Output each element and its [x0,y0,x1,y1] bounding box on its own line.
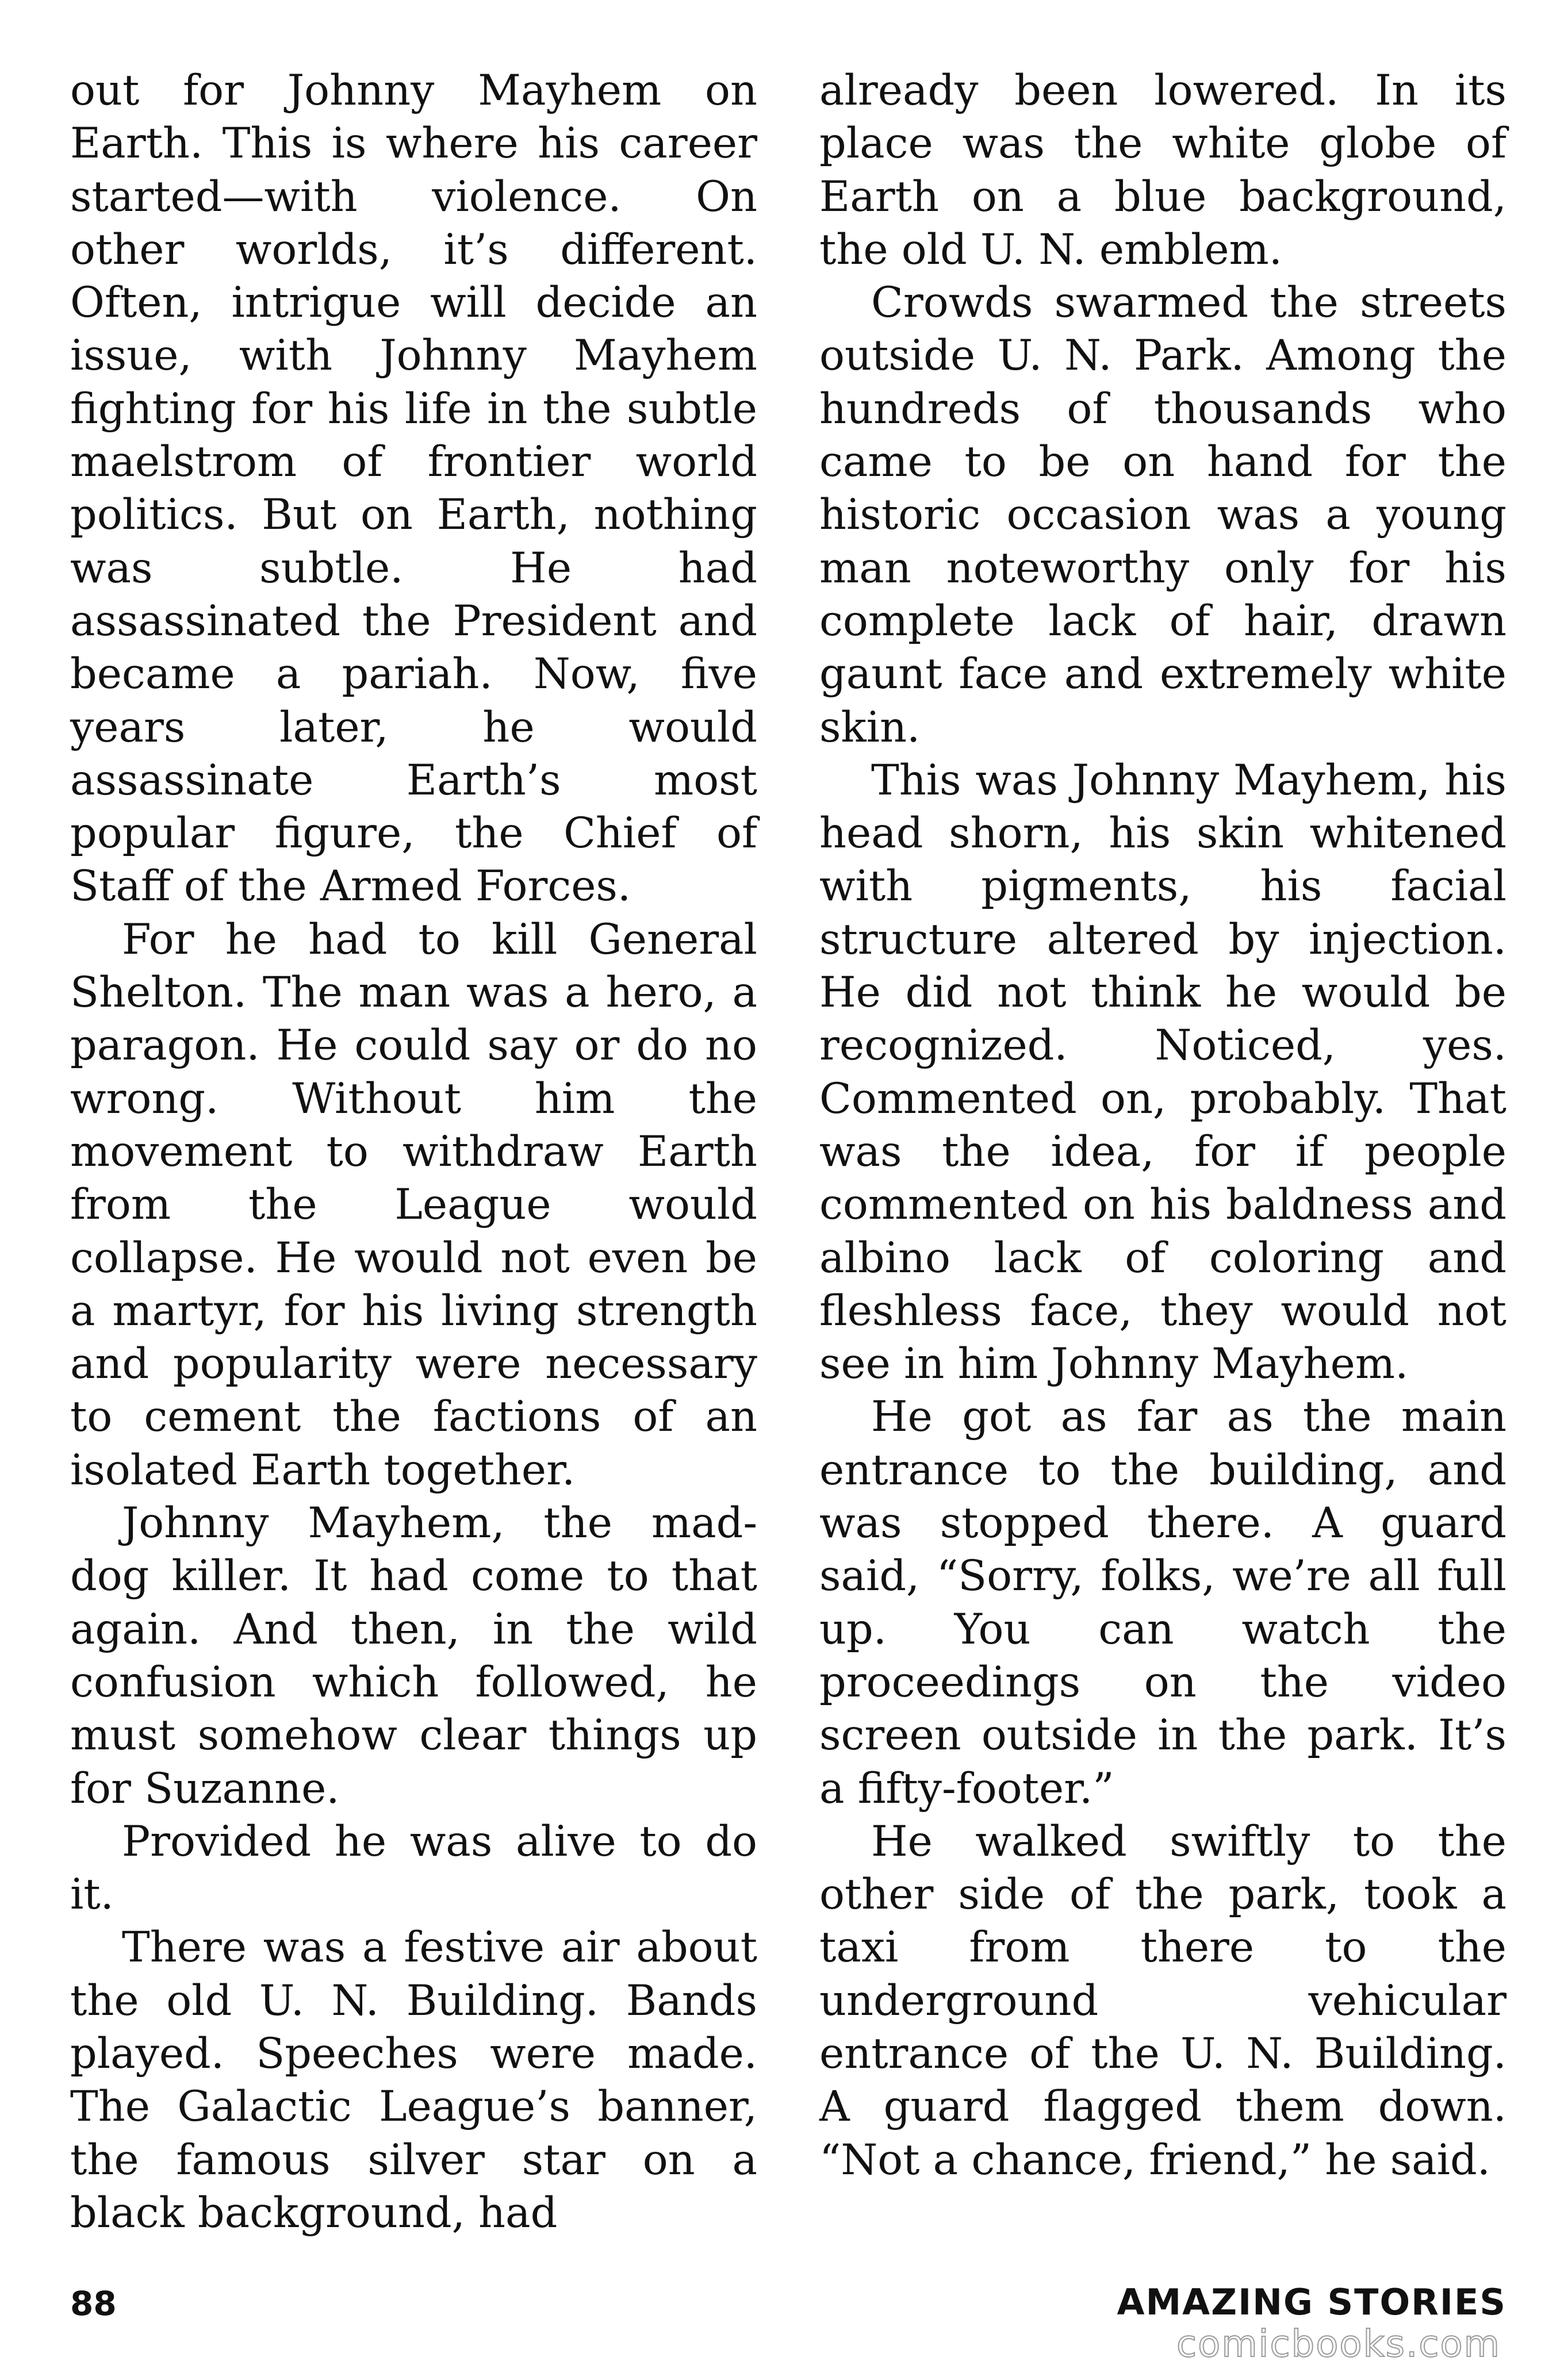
left-column [70,64,757,2240]
watermark: comicbooks.com [1176,2323,1501,2366]
paragraph: He got as far as the main entrance to the building, and was stopped there. A guard said, “Sorry, folks, we’re all full up. You can watch the proceedings on the video screen outside in the park. It’s a fifty-footer.” [819,1392,1506,1813]
paragraph: This was Johnny Mayhem, his head shorn, his skin whitened with pigments, his facial structure altered by injection. He did not think he would be recognized. Noticed, yes. Commented on, probably. That was the idea, for if people commented on his baldness and albino lack of coloring and fleshless face, they would not see in him Johnny Mayhem. [819,755,1506,1389]
page-number: 88 [70,2284,117,2323]
paragraph: There was a festive air about the old U. N. Building. Bands played. Speeches were made. The Galactic League’s banner, the famous silver star on a black background, had [70,1923,757,2237]
paragraph: out for Johnny Mayhem on Earth. This is where his career started—with violence. On other worlds, it’s different. Often, intrigue will decide an issue, with Johnny Mayhem fighting for his life in the subtle maelstrom of frontier world politics. But on Earth, nothing was subtle. He had assassinated the President and became a pariah. Now, five years later, he would assassinate Earth’s most popular figure, the Chief of Staff of the Armed Forces. [70,66,757,911]
paragraph: Johnny Mayhem, the mad-dog killer. It had come to that again. And then, in the wild confusion which followed, he must somehow clear things up for Suzanne. [70,1499,757,1813]
paragraph: already been lowered. In its place was the white globe of Earth on a blue background, the old U. N. emblem. [819,66,1506,274]
magazine-title: AMAZING STORIES [1117,2281,1506,2323]
paragraph: He walked swiftly to the other side of the park, took a taxi from there to the underground vehicular entrance of the U. N. Building. A guard flagged them down. “Not a chance, friend,” he said. [819,1817,1506,2185]
paragraph: For he had to kill General Shelton. The man was a hero, a paragon. He could say or do no wrong. Without him the movement to withdraw Earth from the League would collapse. He would not even be a martyr, for his living strength and popularity were necessary to cement the factions of an isolated Earth together. [70,915,757,1495]
right-column [819,64,1506,2187]
paragraph: Crowds swarmed the streets outside U. N. Park. Among the hundreds of thousands who came to be on hand for the historic occasion was a young man noteworthy only for his complete lack of hair, drawn gaunt face and extremely white skin. [819,278,1506,752]
paragraph: Provided he was alive to do it. [70,1817,757,1920]
